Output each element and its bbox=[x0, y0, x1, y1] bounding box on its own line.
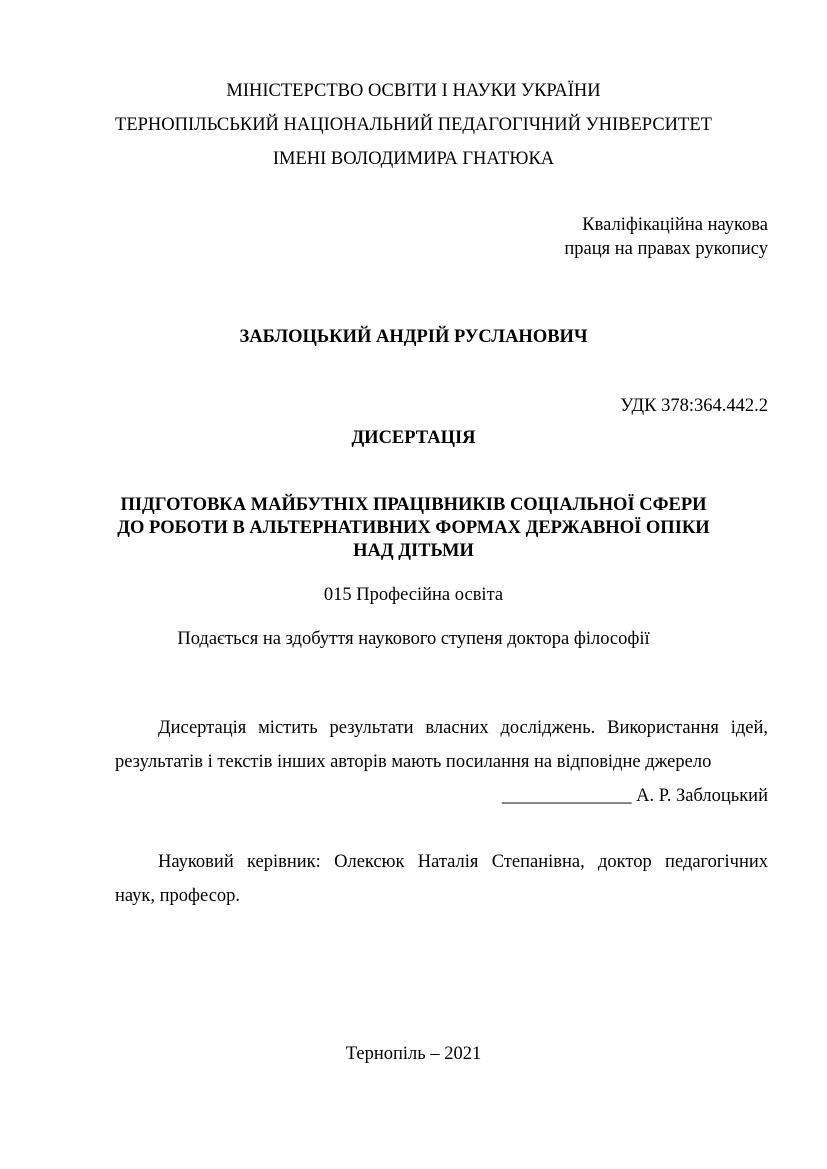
title-line-2: ДО РОБОТИ В АЛЬТЕРНАТИВНИХ ФОРМАХ ДЕРЖАВНОЇ ОПІКИ bbox=[117, 518, 710, 538]
specialty: 015 Професійна освіта bbox=[323, 585, 504, 605]
document-type: ДИСЕРТАЦІЯ bbox=[351, 428, 476, 448]
supervisor-line-1: Науковий керівник: Олексюк Наталія Степанівна, доктор педагогічних bbox=[158, 852, 768, 872]
degree-statement: Подається на здобуття наукового ступеня доктора філософії bbox=[177, 629, 650, 649]
udc-code: УДК 378:364.442.2 bbox=[620, 396, 768, 416]
manuscript-note-line-2: праця на правах рукопису bbox=[564, 239, 768, 259]
author-signature: ______________ А. Р. Заблоцький bbox=[501, 786, 768, 806]
author-name: ЗАБЛОЦЬКИЙ АНДРІЙ РУСЛАНОВИЧ bbox=[239, 327, 588, 347]
university-heading: ТЕРНОПІЛЬСЬКИЙ НАЦІОНАЛЬНИЙ ПЕДАГОГІЧНИЙ УНІВЕРСИТЕТ bbox=[115, 115, 712, 135]
supervisor-line-2: наук, професор. bbox=[115, 886, 241, 906]
manuscript-note-line-1: Кваліфікаційна наукова bbox=[582, 215, 768, 235]
originality-line-1: Дисертація містить результати власних досліджень. Використання ідей, bbox=[158, 718, 768, 738]
title-line-1: ПІДГОТОВКА МАЙБУТНІХ ПРАЦІВНИКІВ СОЦІАЛЬНОЇ СФЕРИ bbox=[120, 495, 707, 515]
university-named-after: ІМЕНІ ВОЛОДИМИРА ГНАТЮКА bbox=[272, 149, 555, 169]
ministry-heading: МІНІСТЕРСТВО ОСВІТИ І НАУКИ УКРАЇНИ bbox=[226, 81, 601, 101]
title-line-3: НАД ДІТЬМИ bbox=[353, 541, 474, 561]
originality-line-2: результатів і текстів інших авторів мають посилання на відповідне джерело bbox=[115, 752, 712, 772]
city-year: Тернопіль – 2021 bbox=[345, 1044, 482, 1064]
